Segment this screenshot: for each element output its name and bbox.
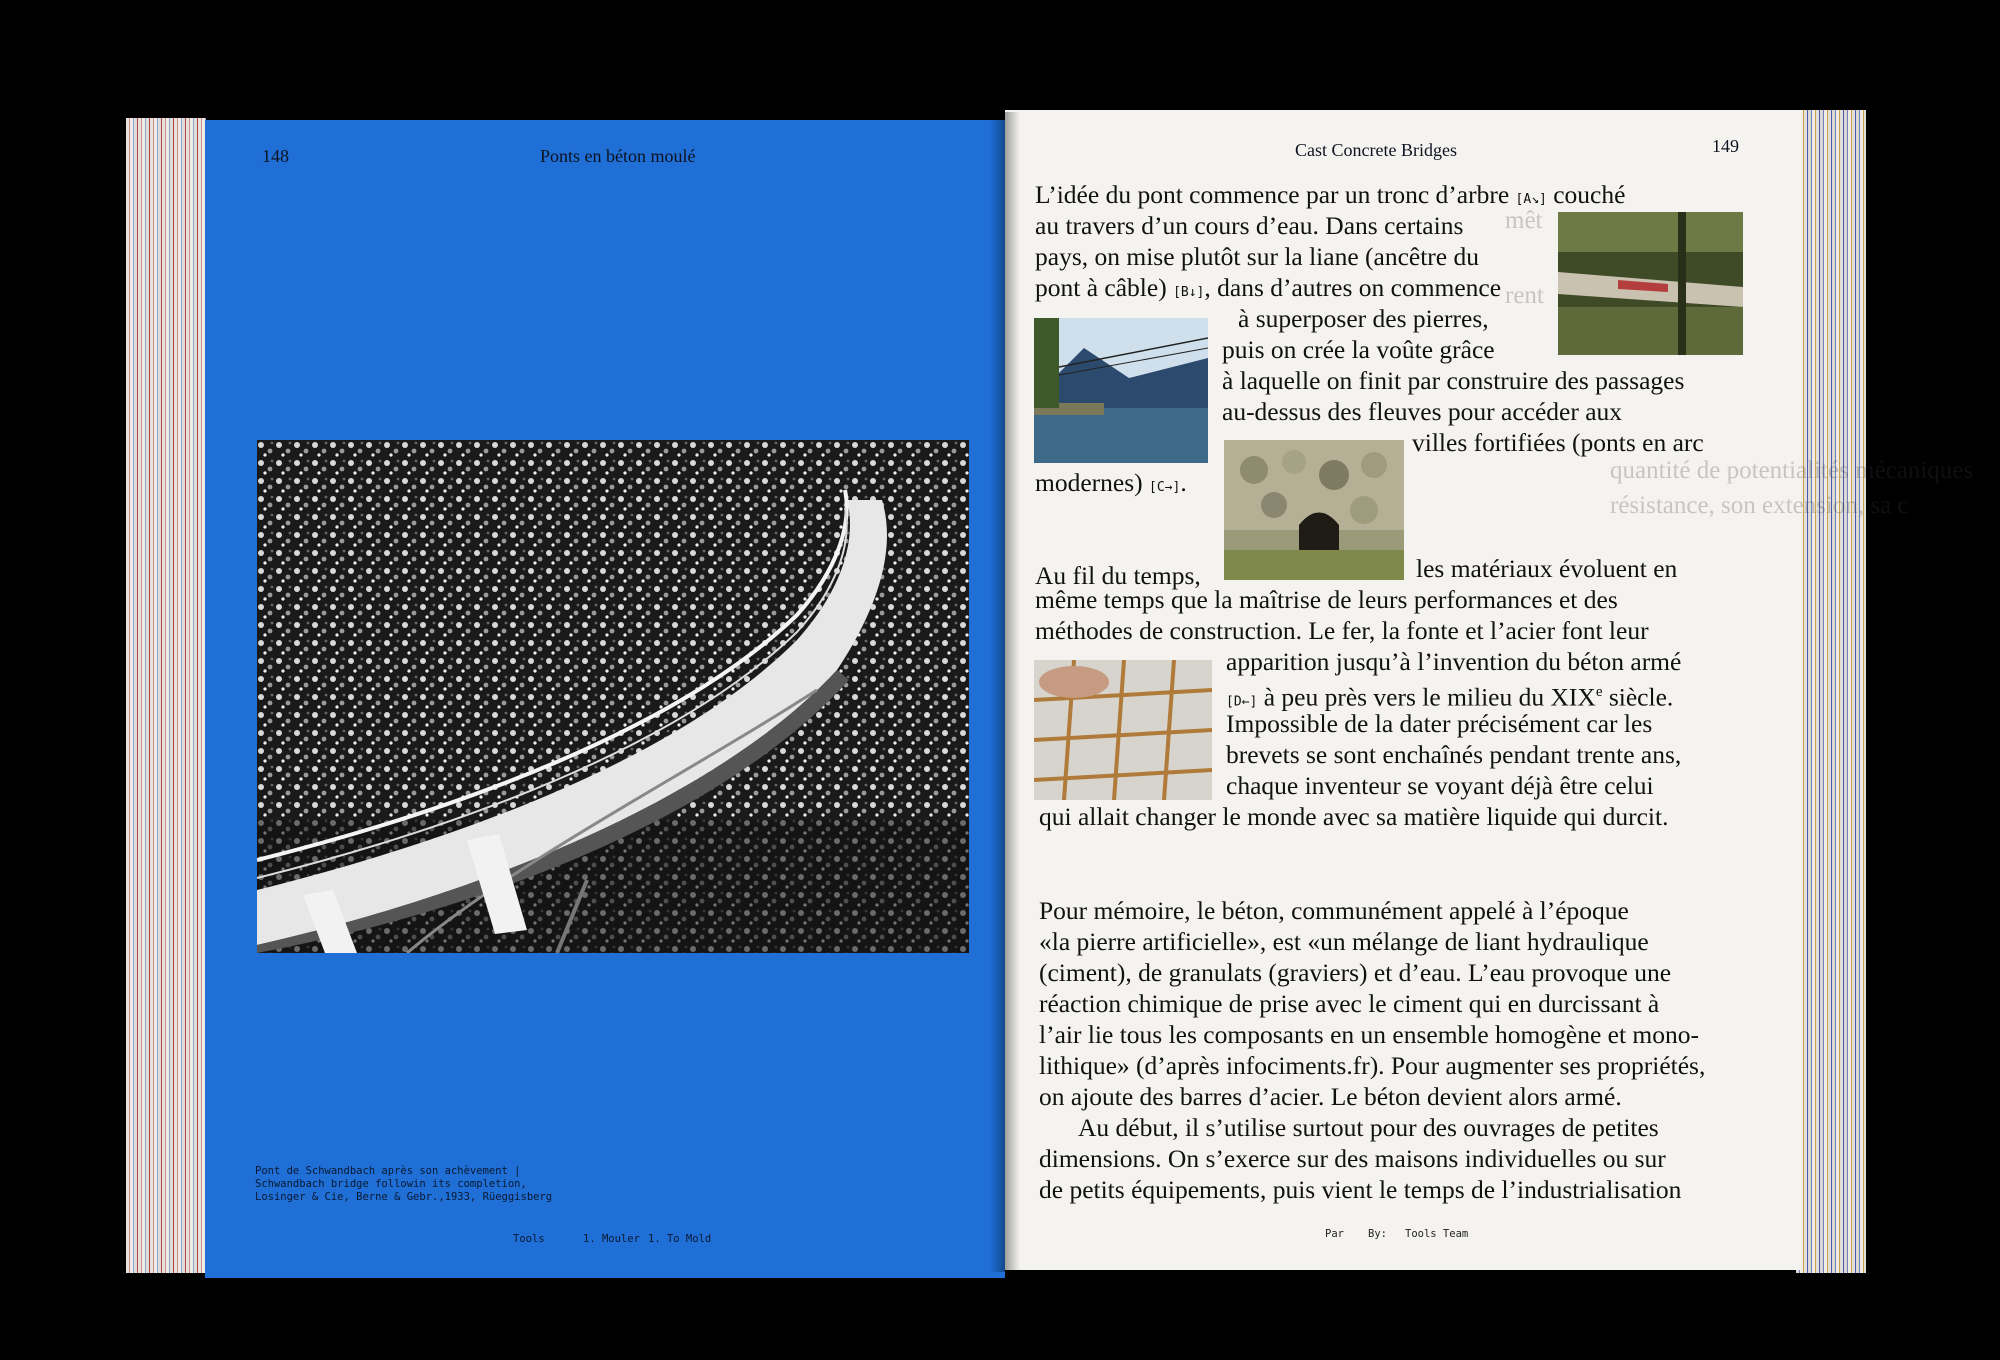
text-line: Au début, il s’utilise surtout pour des ouvrages de petites xyxy=(1078,1113,1659,1142)
text-line: modernes) [C→]. xyxy=(1035,468,1187,497)
footer-left-chapter-en: 1. To Mold xyxy=(648,1233,712,1245)
liana-bridge-photo xyxy=(1034,318,1208,463)
text-line: Au fil du temps, xyxy=(1035,561,1201,590)
text-line: on ajoute des barres d’acier. Le béton devient alors armé. xyxy=(1039,1082,1622,1111)
text-line: apparition jusqu’à l’invention du béton armé xyxy=(1226,647,1682,676)
footer-left-section: Tools xyxy=(513,1233,545,1245)
figure-ref-a: [A↘] xyxy=(1515,192,1547,207)
schwandbach-bridge-photo xyxy=(257,440,969,953)
text-line: méthodes de construction. Le fer, la fonte et l’acier font leur xyxy=(1035,616,1649,645)
text-line: chaque inventeur se voyant déjà être celui xyxy=(1226,771,1654,800)
show-through: résistance, son extension, sa c xyxy=(1610,492,1909,519)
text-line: Pour mémoire, le béton, communément appelé à l’époque xyxy=(1039,896,1629,925)
text-line: l’air lie tous les composants en un ensemble homogène et mono- xyxy=(1039,1020,1700,1049)
caption-line: Pont de Schwandbach après son achèvement | xyxy=(255,1165,521,1177)
caption-line: Schwandbach bridge followin its completion, xyxy=(255,1178,527,1190)
footer-left-chapter-fr: 1. Mouler xyxy=(583,1233,640,1245)
text-line: pont à câble) [B↓], dans d’autres on commence xyxy=(1035,273,1502,302)
caption-line: Losinger & Cie, Berne & Gebr.,1933, Rüeggisberg xyxy=(255,1191,553,1203)
text-line: pays, on mise plutôt sur la liane (ancêtre du xyxy=(1035,242,1479,271)
text-line: L’idée du pont commence par un tronc d’arbre [A↘] couché xyxy=(1035,180,1626,209)
left-folio: 148 xyxy=(262,146,289,166)
text-line: villes fortifiées (ponts en arc xyxy=(1412,428,1704,457)
figure-ref-c: [C→] xyxy=(1149,480,1181,495)
text-line: lithique» (d’après infociments.fr). Pour augmenter ses propriétés, xyxy=(1039,1051,1706,1080)
rebar-photo xyxy=(1034,660,1212,800)
text-line: à laquelle on finit par construire des passages xyxy=(1222,366,1685,395)
text-line: (ciment), de granulats (graviers) et d’eau. L’eau provoque une xyxy=(1039,958,1672,987)
text-line: de petits équipements, puis vient le temps de l’industrialisation xyxy=(1039,1175,1682,1204)
stone-arch-photo xyxy=(1224,440,1404,580)
text-line: «la pierre artificielle», est «un mélange de liant hydraulique xyxy=(1039,927,1649,956)
gutter-shadow xyxy=(990,112,1020,1272)
show-through: mêt xyxy=(1505,207,1543,234)
text-line: à superposer des pierres, xyxy=(1238,304,1489,333)
figure-ref-d: [D←] xyxy=(1226,694,1258,710)
footer-right-by: By: xyxy=(1368,1228,1387,1240)
text-line: qui allait changer le monde avec sa matière liquide qui durcit. xyxy=(1039,802,1669,831)
show-through: quantité de potentialités mécaniques xyxy=(1610,457,1974,484)
text-line: au-dessus des fleuves pour accéder aux xyxy=(1222,397,1623,426)
text-line: les matériaux évoluent en xyxy=(1416,554,1678,583)
text-line: puis on crée la voûte grâce xyxy=(1222,335,1495,364)
footer-right-author: Tools Team xyxy=(1405,1228,1469,1240)
text-line: réaction chimique de prise avec le ciment qui en durcissant à xyxy=(1039,989,1660,1018)
tree-trunk-photo xyxy=(1558,212,1743,355)
photo-caption xyxy=(255,1165,675,1204)
page-edges-right xyxy=(1796,110,1866,1273)
figure-ref-b: [B↓] xyxy=(1173,285,1205,300)
text-line: brevets se sont enchaînés pendant trente ans, xyxy=(1226,740,1682,769)
text-line: Impossible de la dater précisément car les xyxy=(1226,709,1653,738)
page-edges-left xyxy=(126,118,206,1273)
footer-right-par: Par xyxy=(1325,1228,1344,1240)
left-running-head: Ponts en béton moulé xyxy=(540,146,696,166)
show-through: rent xyxy=(1505,282,1544,309)
text-line: dimensions. On s’exerce sur des maisons individuelles ou sur xyxy=(1039,1144,1666,1173)
text-line: même temps que la maîtrise de leurs performances et des xyxy=(1035,585,1618,614)
text-line: [D←] à peu près vers le milieu du XIXe siècle. xyxy=(1226,682,1674,712)
right-running-head: Cast Concrete Bridges xyxy=(1295,140,1457,160)
text-line: au travers d’un cours d’eau. Dans certains xyxy=(1035,211,1464,240)
right-folio: 149 xyxy=(1712,136,1739,156)
